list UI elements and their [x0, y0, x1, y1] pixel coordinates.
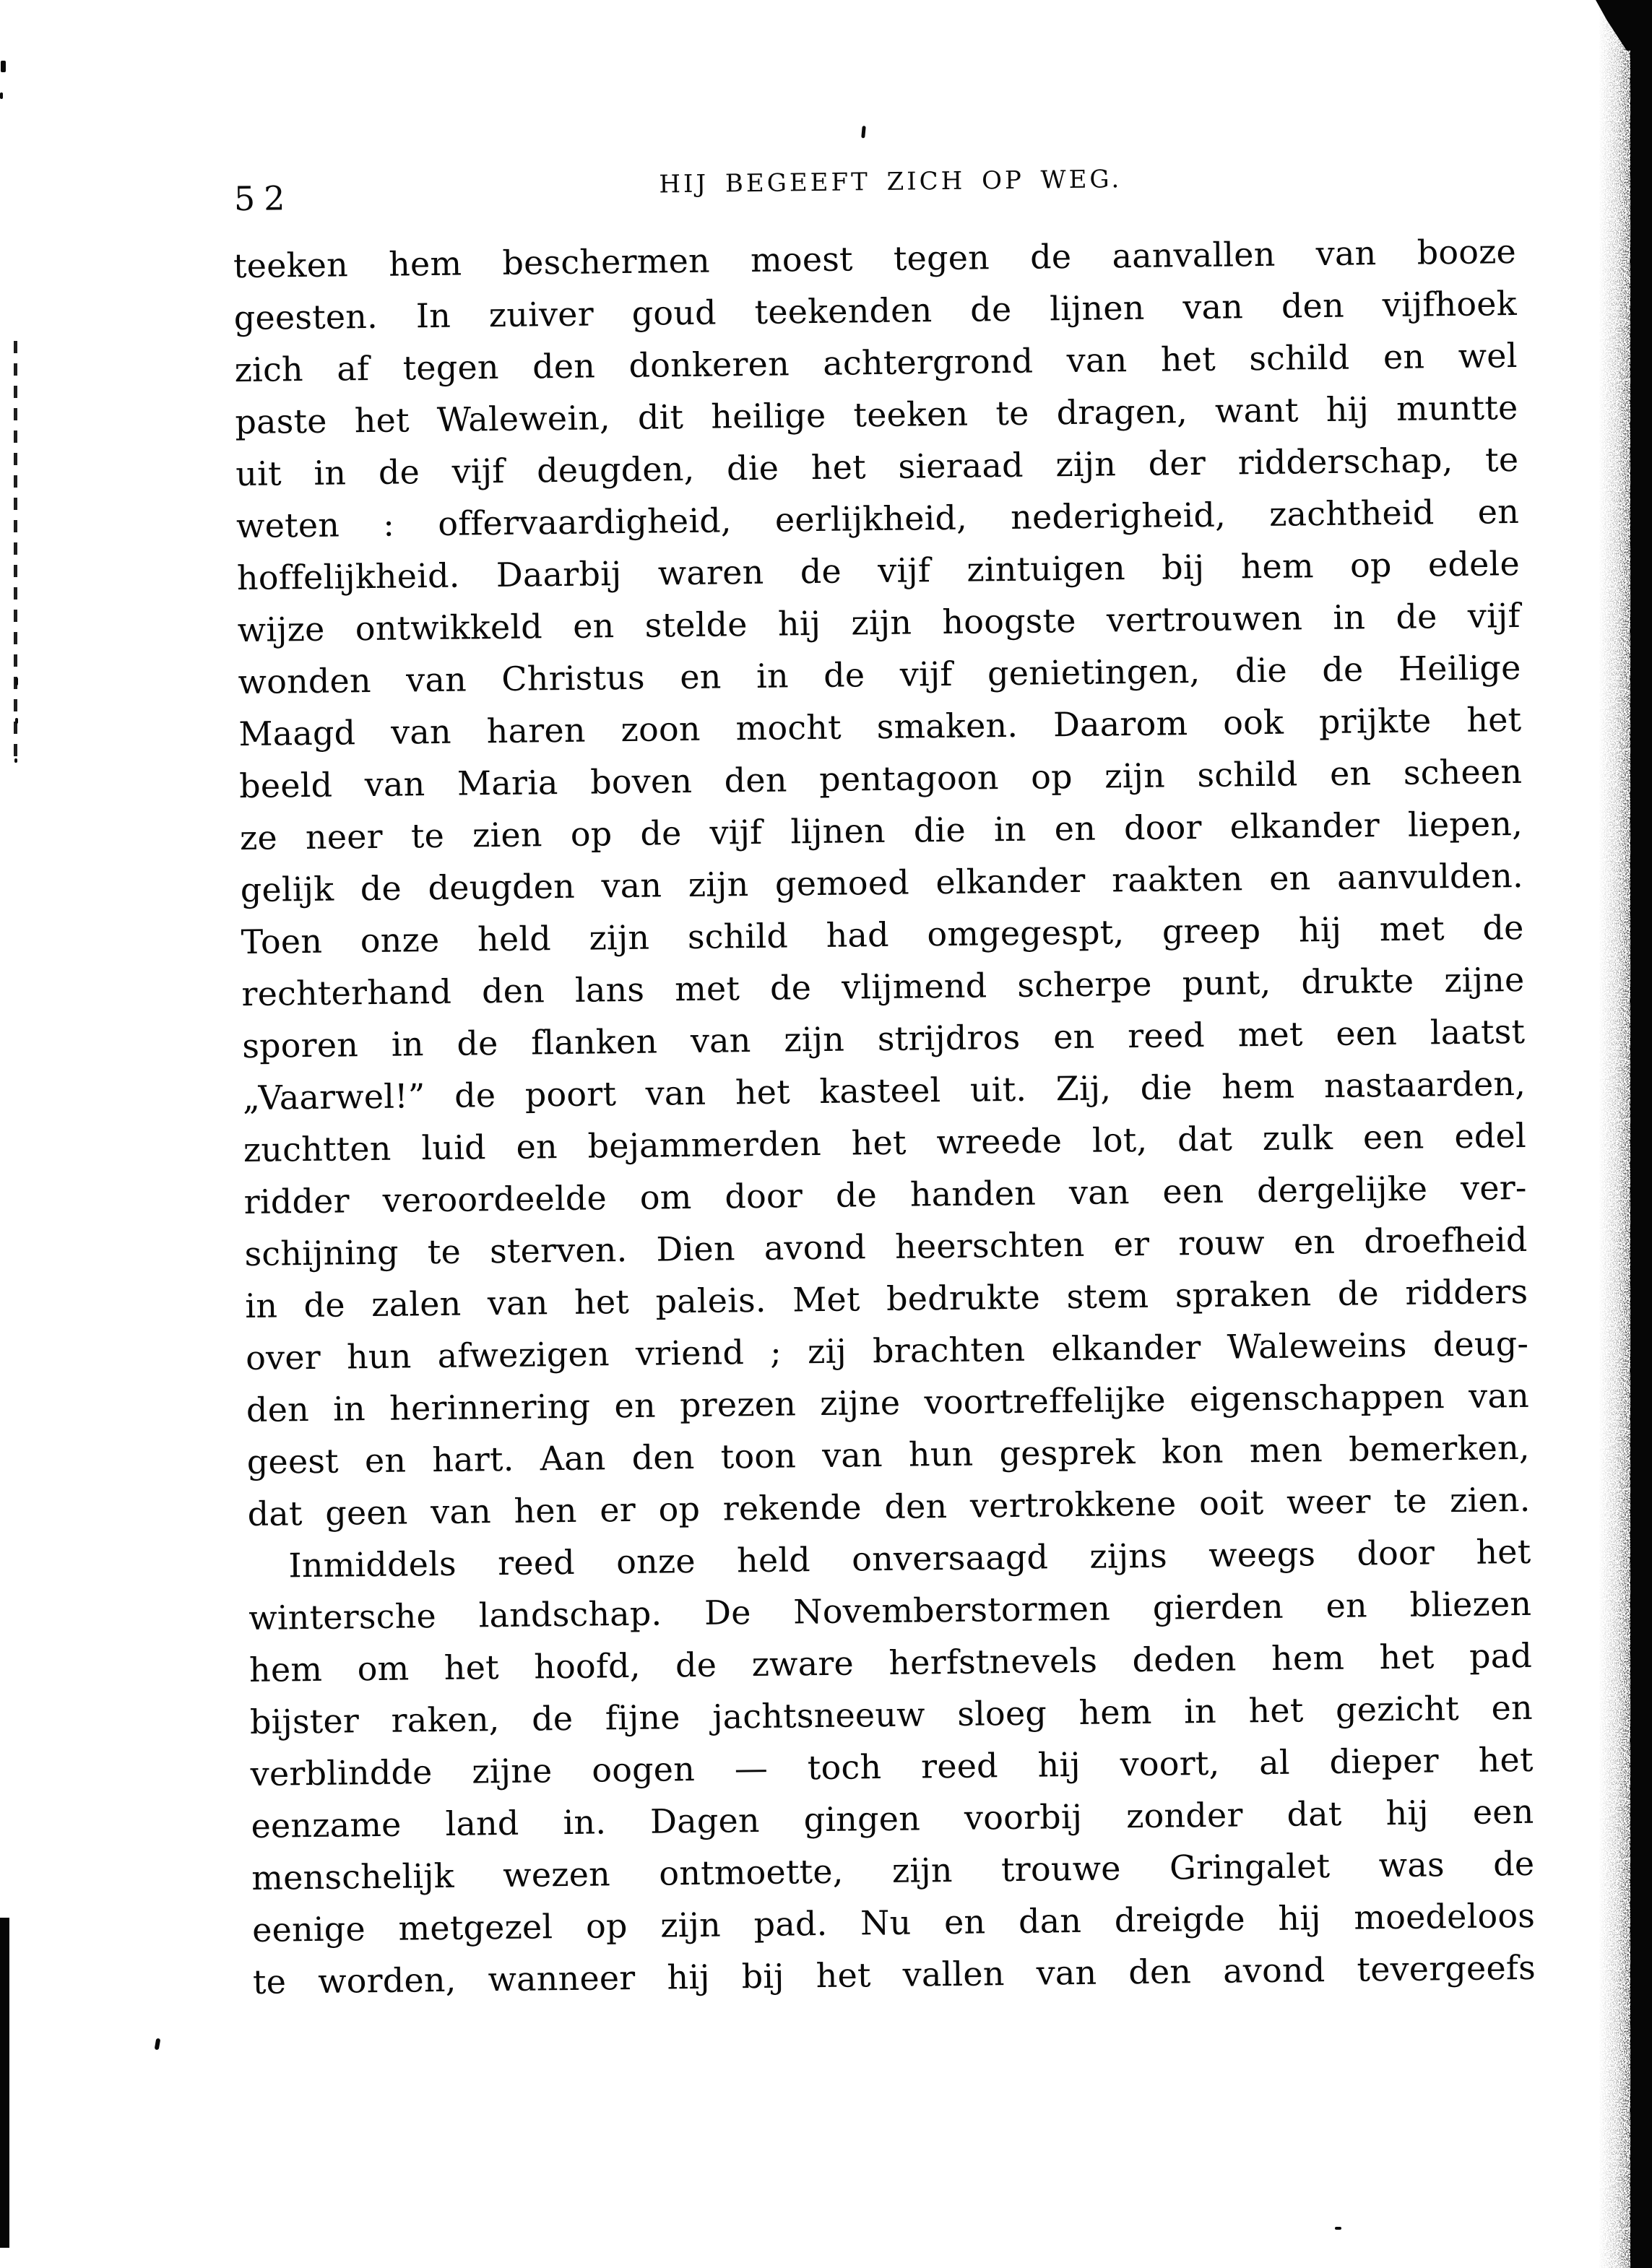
text-line: ridder veroordeelde om door de handen van een dergelijke ver- — [243, 1167, 1527, 1222]
ink-speck — [15, 678, 18, 685]
text-line: Toen onze held zijn schild had omgegespt, greep hij met de — [241, 907, 1524, 962]
ink-speck — [155, 2038, 161, 2051]
text-line: bijster raken, de fijne jachtsneeuw sloeg hem in het gezicht en — [249, 1687, 1534, 1742]
text-line: Maagd van haren zoon mocht smaken. Daarom ook prijkte het — [238, 699, 1522, 754]
text-line: geest en hart. Aan den toon van hun gesprek kon men bemerken, — [246, 1427, 1531, 1482]
ink-speck — [1335, 2227, 1341, 2230]
text-line: wijze ontwikkeld en stelde hij zijn hoogste vertrouwen in de vijf — [237, 595, 1521, 650]
ink-speck — [1, 61, 6, 72]
text-line: wintersche landschap. De Novemberstormen gierden en bliezen — [248, 1583, 1532, 1638]
text-line: Inmiddels reed onze held onversaagd zijns weegs door het — [288, 1531, 1531, 1585]
body-text — [233, 225, 1536, 2008]
text-line: wonden van Christus en in de vijf genietingen, die de Heilige — [238, 647, 1521, 702]
ink-speck — [15, 718, 18, 724]
text-line: te worden, wanneer hij bij het vallen van den avond tevergeefs — [252, 1947, 1536, 2001]
page-header-row — [232, 153, 1515, 230]
text-line: menschelijk wezen ontmoette, zijn trouwe Gringalet was de — [251, 1843, 1535, 1897]
text-line: hem om het hoofd, de zware herfstnevels deden hem het pad — [248, 1635, 1533, 1690]
text-line: schijning te sterven. Dien avond heerschten er rouw en droefheid — [244, 1219, 1528, 1274]
text-line: verblindde zijne oogen — toch reed hij voort, al dieper het — [250, 1739, 1534, 1794]
text-line: weten : offervaardigheid, eerlijkheid, nederigheid, zachtheid en — [235, 491, 1520, 546]
text-line: eenzame land in. Dagen gingen voorbij zonder dat hij een — [251, 1791, 1534, 1845]
text-line: teeken hem beschermen moest tegen de aanvallen van booze — [233, 231, 1517, 286]
text-line: hoffelijkheid. Daarbij waren de vijf zintuigen bij hem op edele — [236, 543, 1521, 598]
text-line: paste het Walewein, dit heilige teeken te dragen, want hij muntte — [235, 387, 1518, 442]
ink-speck — [861, 126, 866, 138]
text-line: ze neer te zien op de vijf lijnen die in en door elkander liepen, — [239, 803, 1523, 858]
page-content — [230, 0, 1536, 2008]
scan-edge-bar — [0, 1918, 9, 2248]
text-line: over hun afwezigen vriend ; zij brachten elkander Waleweins deug- — [245, 1323, 1529, 1378]
page-number: 52 — [233, 178, 294, 219]
margin-fold-line — [14, 341, 17, 763]
binding-shadow-solid — [1630, 0, 1652, 2268]
text-line: dat geen van hen er op rekende den vertrokkene ooit weer te zien. — [247, 1479, 1531, 1534]
text-line: eenige metgezel op zijn pad. Nu en dan dreigde hij moedeloos — [251, 1895, 1536, 1949]
text-line: gelijk de deugden van zijn gemoed elkander raakten en aanvulden. — [240, 855, 1524, 910]
text-line: zuchtten luid en bejammerden het wreede lot, dat zulk een edel — [243, 1115, 1527, 1170]
running-header: HIJ BEGEEFT ZICH OP WEG. — [659, 165, 1123, 199]
text-line: beeld van Maria boven den pentagoon op zijn schild en scheen — [238, 751, 1523, 806]
text-line: rechterhand den lans met de vlijmend scherpe punt, drukte zijne — [241, 959, 1525, 1014]
text-line: uit in de vijf deugden, die het sieraad zijn der ridderschap, te — [235, 439, 1519, 494]
text-line: „Vaarwel!” de poort van het kasteel uit. Zij, die hem nastaarden, — [242, 1063, 1526, 1118]
text-line: zich af tegen den donkeren achtergrond van het schild en wel — [234, 335, 1518, 390]
text-line: geesten. In zuiver goud teekenden de lijnen van den vijfhoek — [233, 283, 1518, 338]
text-line: in de zalen van het paleis. Met bedrukte stem spraken de ridders — [245, 1271, 1528, 1326]
text-line: den in herinnering en prezen zijne voortreffelijke eigenschappen van — [246, 1375, 1530, 1430]
text-line: sporen in de flanken van zijn strijdros en reed met een laatst — [241, 1011, 1526, 1066]
ink-speck — [0, 92, 3, 99]
ink-speck — [14, 758, 17, 763]
